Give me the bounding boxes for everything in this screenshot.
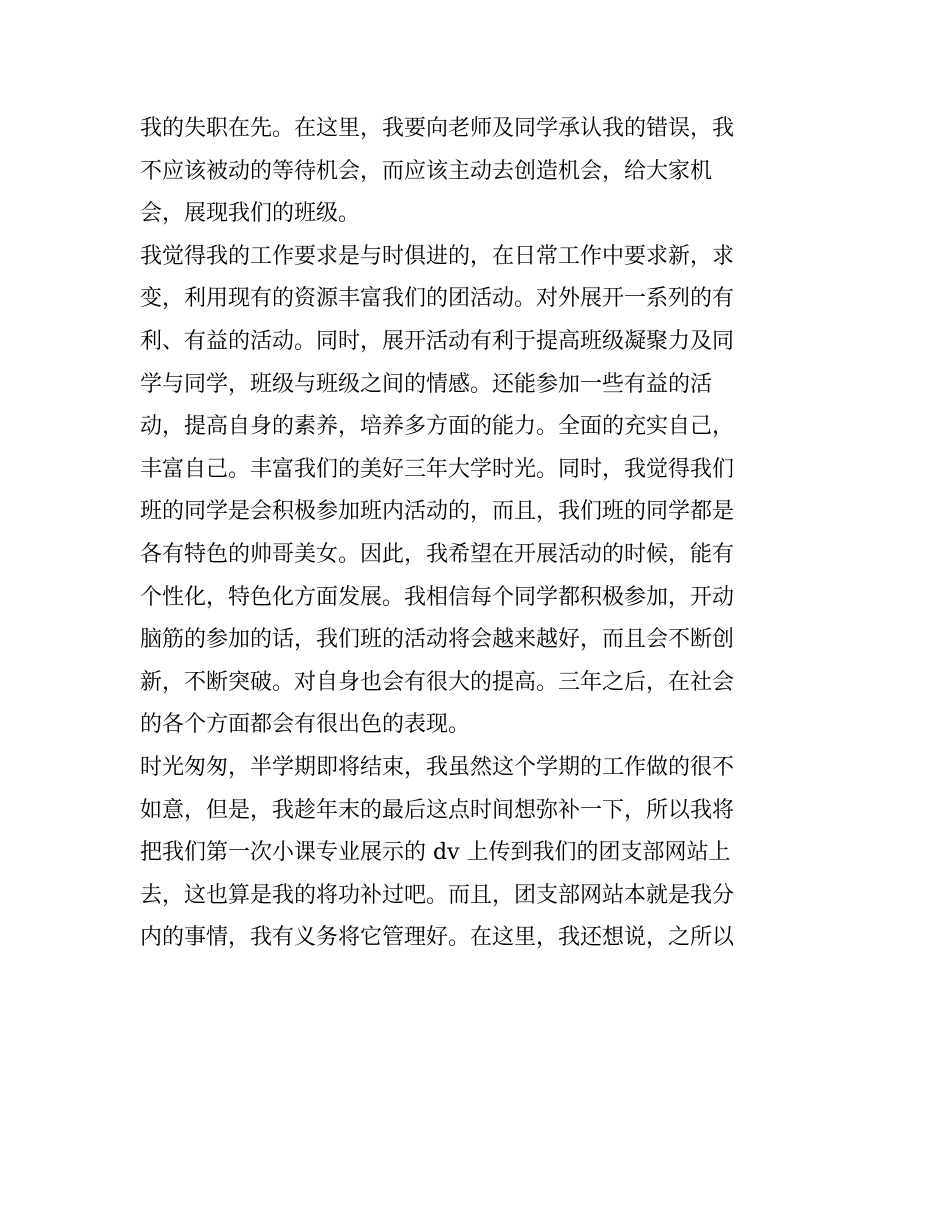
document-body [140,108,812,960]
text-line: 去，这也算是我的将功补过吧。而且，团支部网站本就是我分 [140,882,735,908]
text-line: 不应该被动的等待机会，而应该主动去创造机会，给大家机 [140,158,713,184]
text-line: 把我们第一次小课专业展示的 dv 上传到我们的团支部网站上 [140,840,731,866]
text-line: 动，提高自身的素养，培养多方面的能力。全面的充实自己， [140,414,735,440]
text-line: 各有特色的帅哥美女。因此，我希望在开展活动的时候，能有 [140,541,735,567]
text-line: 如意，但是，我趁年末的最后这点时间想弥补一下，所以我将 [140,797,735,823]
text-line: 内的事情，我有义务将它管理好。在这里，我还想说，之所以 [140,925,735,951]
text-line: 个性化，特色化方面发展。我相信每个同学都积极参加，开动 [140,584,735,610]
text-line: 脑筋的参加的话，我们班的活动将会越来越好，而且会不断创 [140,627,735,653]
text-line: 变，利用现有的资源丰富我们的团活动。对外展开一系列的有 [140,286,735,312]
text-line: 会，展现我们的班级。 [140,201,361,227]
text-line: 利、有益的活动。同时，展开活动有利于提高班级凝聚力及同 [140,328,735,354]
text-line: 我觉得我的工作要求是与时俱进的，在日常工作中要求新，求 [140,243,735,269]
text-line: 的各个方面都会有很出色的表现。 [140,712,471,738]
text-line: 新，不断突破。对自身也会有很大的提高。三年之后，在社会 [140,669,735,695]
text-line: 学与同学，班级与班级之间的情感。还能参加一些有益的活 [140,371,713,397]
text-line: 我的失职在先。在这里，我要向老师及同学承认我的错误，我 [140,116,735,141]
text-line: 时光匆匆，半学期即将结束，我虽然这个学期的工作做的很不 [140,754,735,780]
text-line: 班的同学是会积极参加班内活动的，而且，我们班的同学都是 [140,499,735,525]
text-line: 丰富自己。丰富我们的美好三年大学时光。同时，我觉得我们 [140,456,735,482]
